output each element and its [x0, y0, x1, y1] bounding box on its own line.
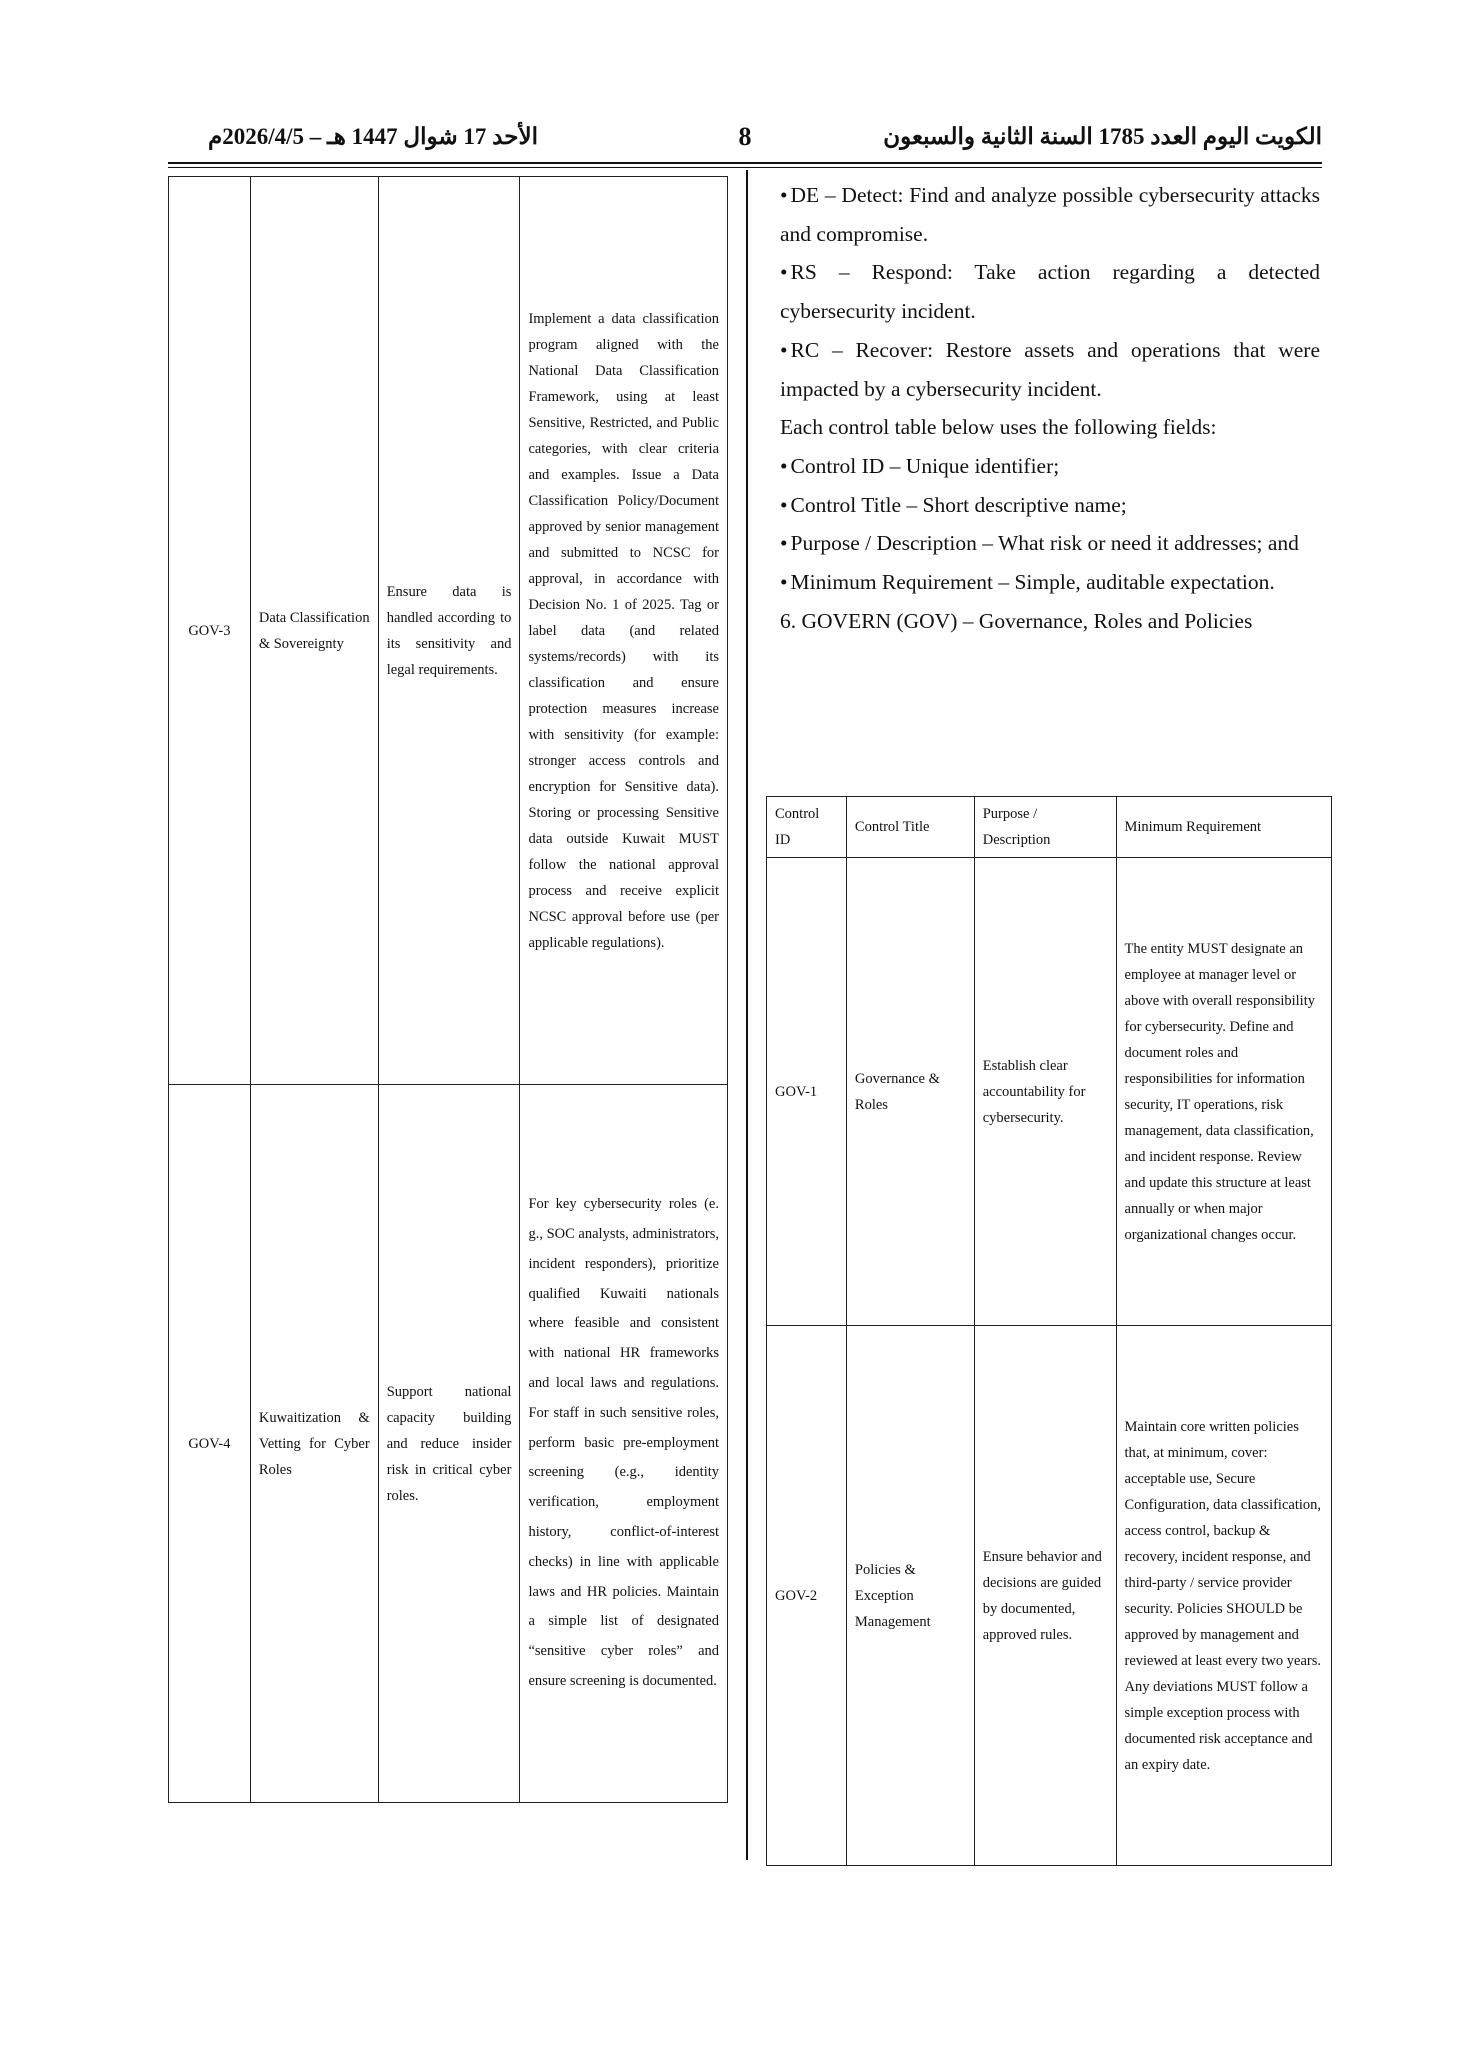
function-bullet: • DE – Detect: Find and analyze possible cybersecurity attacks and compromise.	[780, 176, 1320, 253]
function-bullet: • RS – Respond: Take action regarding a detected cybersecurity incident.	[780, 253, 1320, 330]
table-row	[169, 177, 728, 1085]
table-header-row	[767, 797, 1332, 858]
field-bullet: • Control Title – Short descriptive name;	[780, 486, 1320, 525]
column-header: Control Title	[846, 797, 974, 858]
header-rule-thin	[168, 167, 1322, 168]
column-header: Minimum Requirement	[1116, 797, 1331, 858]
column-divider	[746, 170, 748, 1860]
control-id: GOV-4	[169, 1085, 251, 1803]
column-header: Control ID	[767, 797, 847, 858]
control-requirement: Implement a data classification program aligned with the National Data Classification Framework, using at least Sensitive, Restricted, and Public categories, with clear criteria and examples. Issue a Data Classification Policy/Document approved by senior management and submitted to NCSC for approval, in accordance with Decision No. 1 of 2025. Tag or label data (and related systems/records) with its classification and ensure protection measures increase with sensitivity (for example: stronger access controls and encryption for Sensitive data). Storing or processing Sensitive data outside Kuwait MUST follow the national approval process and receive explicit NCSC approval before use (per applicable regulations).	[520, 177, 728, 1085]
header-gazette-title: الكويت اليوم العدد 1785 السنة الثانية والسبعون	[883, 124, 1322, 149]
control-purpose: Ensure behavior and decisions are guided by documented, approved rules.	[974, 1326, 1116, 1866]
function-bullet: • RC – Recover: Restore assets and operations that were impacted by a cybersecurity incident.	[780, 331, 1320, 408]
right-column-text	[780, 176, 1320, 640]
control-title: Policies & Exception Management	[846, 1326, 974, 1866]
field-bullet: • Control ID – Unique identifier;	[780, 447, 1320, 486]
field-bullet: • Purpose / Description – What risk or need it addresses; and	[780, 524, 1320, 563]
control-id: GOV-1	[767, 858, 847, 1326]
table-row	[767, 1326, 1332, 1866]
control-id: GOV-2	[767, 1326, 847, 1866]
header-date: الأحد 17 شوال 1447 هـ – 2026/4/5م	[208, 124, 538, 149]
table-row	[169, 1085, 728, 1803]
control-title: Data Classification & Sovereignty	[250, 177, 378, 1085]
fields-intro: Each control table below uses the following fields:	[780, 415, 1217, 440]
column-header: Purpose / Description	[974, 797, 1116, 858]
control-purpose: Ensure data is handled according to its sensitivity and legal requirements.	[378, 177, 520, 1085]
govern-controls-table	[766, 796, 1332, 1866]
controls-table-continued	[168, 176, 728, 1803]
control-purpose: Support national capacity building and reduce insider risk in critical cyber roles.	[378, 1085, 520, 1803]
control-requirement: The entity MUST designate an employee at manager level or above with overall responsibility for cybersecurity. Define and document roles and responsibilities for information security, IT operations, risk management, data classification, and incident response. Review and update this structure at least annually or when major organizational changes occur.	[1116, 858, 1331, 1326]
page-header	[168, 118, 1322, 158]
page-number: 8	[738, 122, 752, 151]
control-purpose: Establish clear accountability for cybersecurity.	[974, 858, 1116, 1326]
field-bullet: • Minimum Requirement – Simple, auditable expectation.	[780, 563, 1320, 602]
control-title: Governance & Roles	[846, 858, 974, 1326]
control-id: GOV-3	[169, 177, 251, 1085]
control-requirement: Maintain core written policies that, at minimum, cover: acceptable use, Secure Configuration, data classification, access control, backup & recovery, incident response, and third-party / service provider security. Policies SHOULD be approved by management and reviewed at least every two years. Any deviations MUST follow a simple exception process with documented risk acceptance and an expiry date.	[1116, 1326, 1331, 1866]
header-rule	[168, 162, 1322, 164]
control-requirement: For key cybersecurity roles (e. g., SOC analysts, administrators, incident responders), prioritize qualified Kuwaiti nationals where feasible and consistent with national HR frameworks and local laws and regulations. For staff in such sensitive roles, perform basic pre-employment screening (e.g., identity verification, employment history, conflict-of-interest checks) in line with applicable laws and HR policies. Maintain a simple list of designated “sensitive cyber roles” and ensure screening is documented.	[520, 1085, 728, 1803]
section-heading: 6. GOVERN (GOV) – Governance, Roles and Policies	[780, 608, 1253, 633]
table-row	[767, 858, 1332, 1326]
control-title: Kuwaitization & Vetting for Cyber Roles	[250, 1085, 378, 1803]
